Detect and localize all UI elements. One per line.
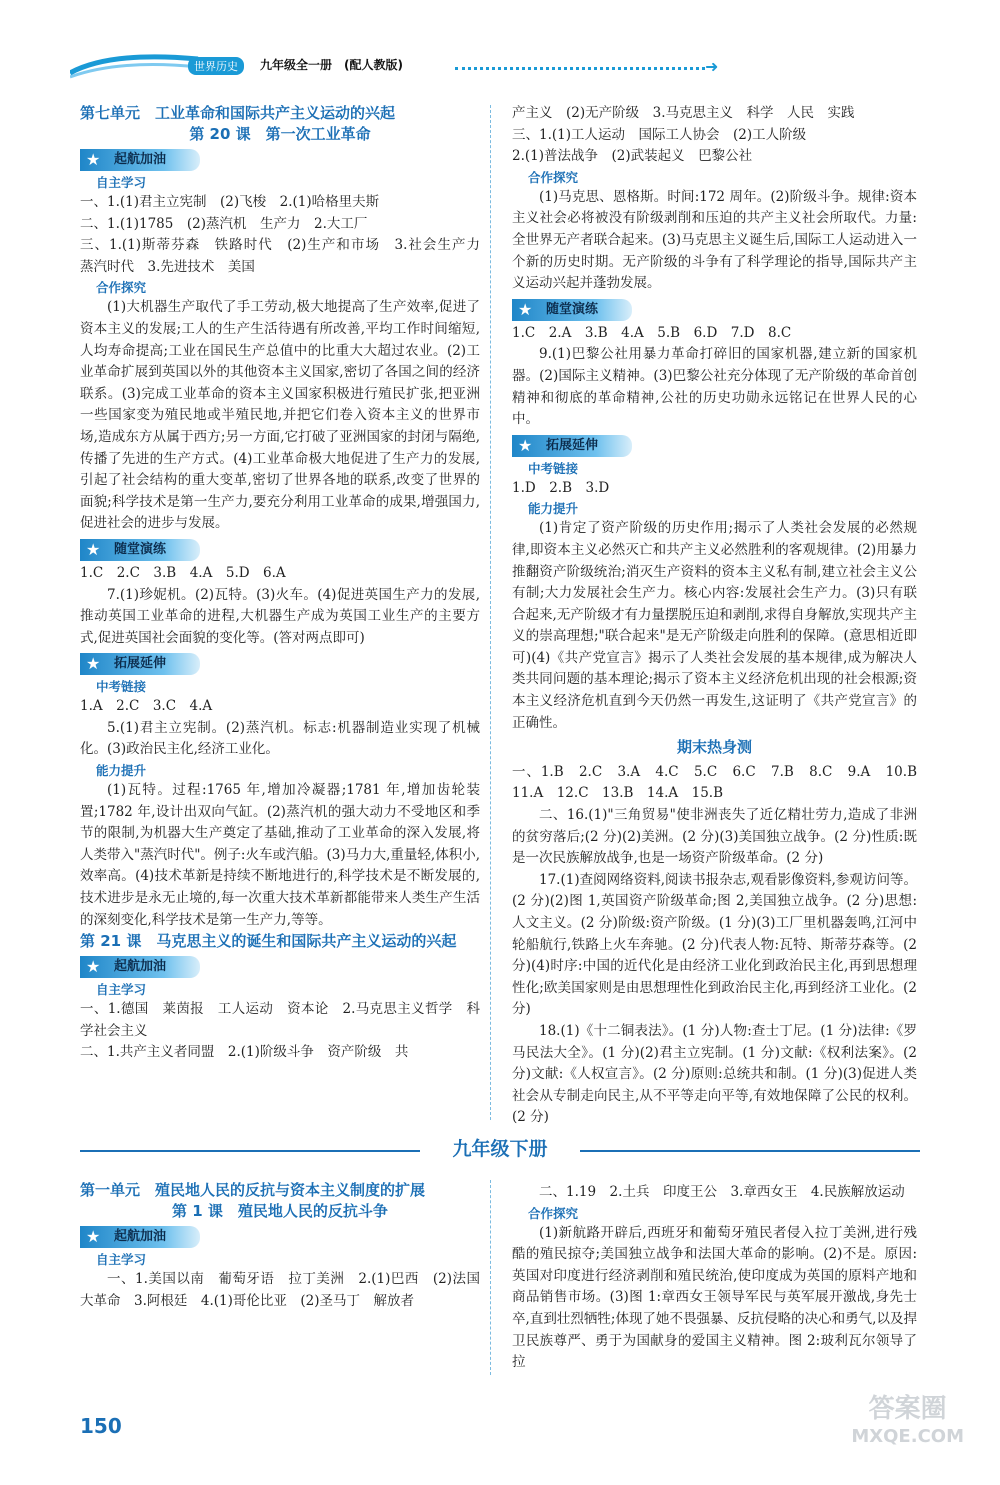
answer-paragraph: 18.(1)《十二铜表法》。(1 分)人物:查士丁尼。(1 分)法律:《罗马民法大全》。(1 分)(2)君主立宪制。(1 分)文献:《权利法案》。(2 分)文献:《人权宣言》。(2 分)原则:总统共和制。(1 分)(3)促进人类社会从专制走向民主,从不平等走向平等,有效地保障了公民的权利。(2 分)	[512, 1022, 917, 1126]
answer-line: 二、1.共产主义者同盟 2.(1)阶级斗争 资产阶级 共	[80, 1044, 409, 1061]
arrow-right-icon: ➜	[705, 57, 719, 76]
brand-tag: 世界历史	[188, 57, 244, 75]
section-header: ★ 拓展延伸	[512, 435, 632, 457]
subsection-label: 合作探究	[528, 169, 579, 185]
exam-title: 期末热身测	[676, 738, 752, 757]
star-icon: ★	[518, 435, 533, 455]
answer-line: 二、1.19 2.土兵 印度王公 3.章西女王 4.民族解放运动	[539, 1184, 905, 1200]
page-number: 150	[80, 1414, 122, 1438]
answer-line: 1.C 2.C 3.B 4.A 5.D 6.A	[80, 564, 286, 581]
answer-line: 二、1.(1)1785 (2)蒸汽机 生产力 2.大工厂	[80, 215, 368, 232]
unit-title: 第一单元 殖民地人民的反抗与资本主义制度的扩展	[80, 1181, 426, 1199]
answer-paragraph: (1)瓦特。过程:1765 年,增加冷凝器;1781 年,增加齿轮装置;1782 年,设计出双向气缸。(2)蒸汽机的强大动力不受地区和季节的限制,为机器大生产奠定了基础,推动了工业革命的深入发展,将人类带入"蒸汽时代"。例子:火车或汽船。(3)马力大,重量轻,体积小,效率高。(4)技术革新是持续不断地进行的,科学技术是不断发展的,技术进步是永无止境的,每一次重大技术革新都能带来人类生产生活的深刻变化,科学技术是第一生产力,等等。	[80, 782, 480, 928]
section-title: 九年级下册	[0, 1134, 1000, 1161]
star-icon: ★	[86, 1227, 101, 1246]
subsection-label: 自主学习	[96, 982, 147, 998]
star-icon: ★	[86, 539, 101, 559]
answer-line: 1.D 2.B 3.D	[512, 479, 610, 496]
star-icon: ★	[86, 957, 101, 977]
star-icon: ★	[518, 299, 533, 319]
subsection-label: 合作探究	[528, 1205, 579, 1221]
star-icon: ★	[86, 150, 101, 169]
section-header: ★ 随堂演练	[80, 539, 200, 561]
header-dotted-line	[455, 67, 705, 70]
answer-line: 2.(1)普法战争 (2)武装起义 巴黎公社	[512, 148, 753, 165]
column-divider	[490, 105, 491, 1120]
section-header: ★ 随堂演练	[512, 299, 632, 321]
section-header: ★ 起航加油	[80, 1226, 200, 1248]
lesson-title: 第 21 课 马克思主义的诞生和国际共产主义运动的兴起	[80, 932, 457, 951]
section-header: ★ 起航加油	[80, 956, 200, 978]
bottom-left-column	[80, 1180, 480, 1312]
answer-line: 三、1.(1)工人运动 国际工人协会 (2)工人阶级	[512, 126, 807, 143]
subsection-label: 中考链接	[96, 679, 147, 695]
page-header	[70, 45, 730, 85]
section-header: ★ 拓展延伸	[80, 653, 200, 675]
answer-paragraph: (1)马克思、恩格斯。时间:172 周年。(2)阶级斗争。规律:资本主义社会必将被没有阶级剥削和压迫的共产主义社会所取代。力量:全世界无产者联合起来。(3)马克思主义诞生后,国际工人运动进入一个新的历史时期。无产阶级的斗争有了科学理论的指导,国际共产主义运动兴起并蓬勃发展。	[512, 188, 917, 292]
subsection-label: 能力提升	[528, 501, 579, 517]
answer-paragraph: (1)新航路开辟后,西班牙和葡萄牙殖民者侵入拉丁美洲,进行残酷的殖民掠夺;美国独立战争和法国大革命的影响。(2)不是。原因:英国对印度进行经济剥削和殖民统治,使印度成为英国的原料产地和商品销售市场。(3)图 1:章西女王领导军民与英军展开激战,身先士卒,直到壮烈牺牲;体现了她不畏强暴、反抗侵略的决心和勇气,以及捍卫民族尊严、勇于为国献身的爱国主义精神。图 2:玻利瓦尔领导了拉	[512, 1224, 917, 1371]
header-wave-logo	[70, 45, 200, 81]
bottom-right-column	[512, 1182, 917, 1374]
answer-line: 一、1.德国 莱茵报 工人运动 资本论 2.马克思主义哲学 科学社会主义	[80, 1001, 480, 1039]
answer-paragraph: 二、16.(1)"三角贸易"使非洲丧失了近亿精壮劳力,造成了非洲的贫穷落后;(2 分)(2)美洲。(2 分)(3)美国独立战争。(2 分)性质:既是一次民族解放战争,也是一场资产阶级革命。(2 分)	[512, 807, 917, 867]
subsection-label: 合作探究	[96, 280, 147, 296]
subsection-label: 能力提升	[96, 763, 147, 779]
answer-line: 1.A 2.C 3.C 4.A	[80, 698, 213, 715]
subsection-label: 中考链接	[528, 460, 579, 476]
answer-paragraph: 9.(1)巴黎公社用暴力革命打碎旧的国家机器,建立新的国家机器。(2)国际主义精神。(3)巴黎公社充分体现了无产阶级的革命首创精神和彻底的革命精神,公社的历史功勋永远铭记在世界人民的心中。	[512, 346, 917, 428]
answer-paragraph: 17.(1)查阅网络资料,阅读书报杂志,观看影像资料,参观访问等。(2 分)(2)图 1,英国资产阶级革命;图 2,美国独立战争。(2 分)思想:人文主义。(2 分)阶级:资产阶级。(1 分)(3)工厂里机器轰鸣,江河中轮船航行,铁路上火车奔驰。(2 分)代表人物:瓦特、斯蒂芬森等。(2 分)(4)时序:中国的近代化是由经济工业化到政治民主化,再到思想理性化;欧美国家则是由思想理性化到政治民主化,再到经济工业化。(2 分)	[512, 871, 917, 1018]
section-header: ★ 起航加油	[80, 149, 200, 171]
answer-paragraph: (1)肯定了资产阶级的历史作用;揭示了人类社会发展的必然规律,即资本主义必然灭亡和共产主义必然胜利的客观规律。(2)用暴力推翻资产阶级统治;消灭生产资料的资本主义私有制,建立社会主义公有制;大力发展社会生产力。核心内容:发展社会生产力。(3)只有联合起来,无产阶级才有力量摆脱压迫和剥削,求得自身解放,实现共产主义的崇高理想;"联合起来"是无产阶级走向胜利的保障。(意思相近即可)(4)《共产党宣言》揭示了人类社会发展的基本规律,成为解决人类共同问题的基本理论;揭示了资本主义经济危机出现的社会根源;资本主义经济危机直到今天仍然一再发生,这证明了《共产党宣言》的正确性。	[512, 520, 917, 731]
right-column	[512, 103, 931, 1129]
answer-paragraph: 7.(1)珍妮机。(2)瓦特。(3)火车。(4)促进英国生产力的发展,推动英国工业革命的进程,大机器生产成为英国工业生产的主要方式,促进英国社会面貌的变化等。(答对两点即可)	[80, 586, 480, 646]
answer-paragraph: 5.(1)君主立宪制。(2)蒸汽机。标志:机器制造业实现了机械化。(3)政治民主化,经济工业化。	[80, 719, 480, 758]
left-column	[80, 103, 494, 1064]
answer-line: 产主义 (2)无产阶级 3.马克思主义 科学 人民 实践	[512, 105, 855, 121]
subsection-label: 自主学习	[96, 1252, 147, 1267]
answer-paragraph: 一、1.美国以南 葡萄牙语 拉丁美洲 2.(1)巴西 (2)法国大革命 3.阿根廷 4.(1)哥伦比亚 (2)圣马丁 解放者	[80, 1271, 480, 1309]
watermark-logo: 答案圈 MXQE.COM	[851, 1394, 964, 1447]
unit-title: 第七单元 工业革命和国际共产主义运动的兴起	[80, 104, 396, 122]
answer-line: 一、1.B 2.C 3.A 4.C 5.C 6.C 7.B 8.C 9.A 10.B 11.A 12.C 13.B 14.A 15.B	[512, 763, 931, 802]
column-divider-bottom	[490, 1180, 491, 1375]
lesson-title: 第 1 课 殖民地人民的反抗斗争	[172, 1202, 388, 1220]
answer-paragraph: (1)大机器生产取代了手工劳动,极大地提高了生产效率,促进了资本主义的发展;工人的生产生活待遇有所改善,平均工作时间缩短,人均寿命提高;工业在国民生产总值中的比重大大超过农业。(2)工业革命扩展到英国以外的其他资本主义国家,密切了各国之间的经济联系。(3)完成工业革命的资本主义国家积极进行殖民扩张,把亚洲一些国家变为殖民地或半殖民地,并把它们卷入资本主义的世界市场,造成东方从属于西方;另一方面,它打破了亚洲国家的封闭与隔绝,传播了先进的生产方式。(4)工业革命极大地促进了生产力的发展,引起了社会结构的重大变革,密切了世界各地的联系,改变了世界的面貌;科学技术是第一生产力,要充分利用工业革命的成果,增强国力,促进社会的进步与发展。	[80, 299, 480, 532]
subsection-label: 自主学习	[96, 175, 147, 190]
answer-line: 一、1.(1)君主立宪制 (2)飞梭 2.(1)哈格里夫斯	[80, 194, 380, 210]
star-icon: ★	[86, 654, 101, 674]
answer-line: 三、1.(1)斯蒂芬森 铁路时代 (2)生产和市场 3.社会生产力 蒸汽时代 3.先进技术 美国	[80, 237, 494, 275]
lesson-title: 第 20 课 第一次工业革命	[189, 125, 371, 143]
header-title: 九年级全一册 (配人教版)	[260, 58, 403, 72]
answer-line: 1.C 2.A 3.B 4.A 5.B 6.D 7.D 8.C	[512, 324, 792, 341]
